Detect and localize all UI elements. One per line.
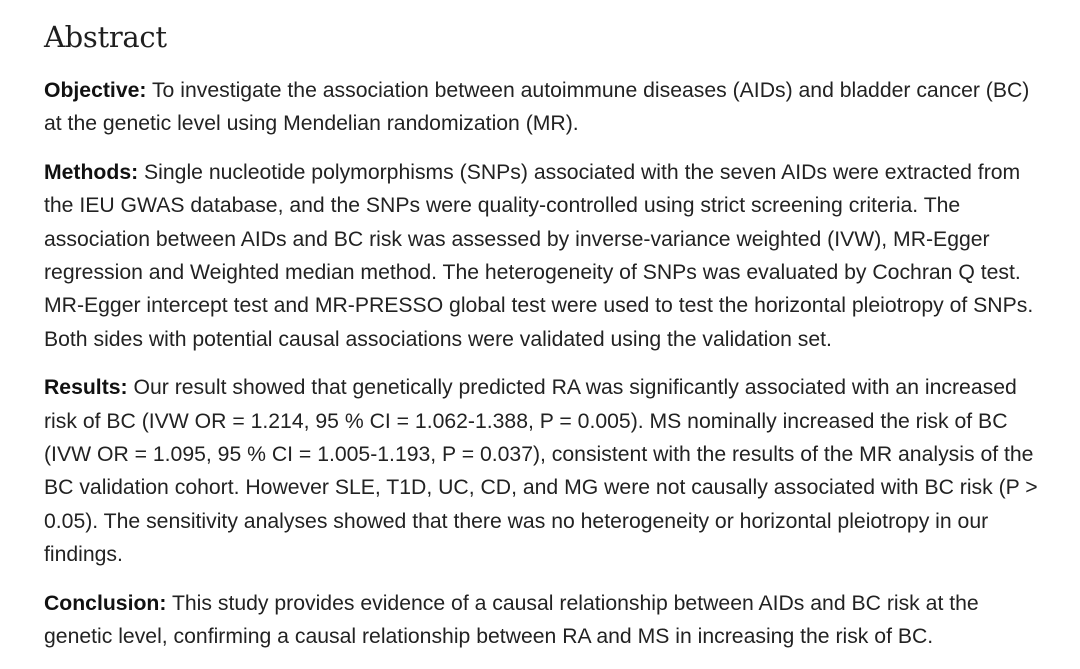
methods-paragraph — [44, 156, 1044, 356]
objective-label: Objective: — [44, 79, 147, 102]
conclusion-label: Conclusion: — [44, 591, 167, 615]
abstract-heading: Abstract — [44, 20, 167, 54]
methods-text: Single nucleotide polymorphisms (SNPs) associated with the seven AIDs were extracted from the IEU GWAS database, and the SNPs were quality-controlled using strict screening criteria. The association between AIDs and BC risk was assessed by inverse-variance weighted (IVW), MR-Egger regression and Weighted median method. The heterogeneity of SNPs was evaluated by Cochran Q test. MR-Egger intercept test and MR-PRESSO global test were used to test the horizontal pleiotropy of SNPs. Both sides with potential causal associations were validated using the validation set. — [44, 160, 1034, 351]
methods-label: Methods: — [44, 160, 139, 184]
results-text: Our result showed that genetically predicted RA was significantly associated with an increased risk of BC (IVW OR = 1.214, 95 % CI = 1.062-1.388, P = 0.005). MS nominally increased the risk of BC (IVW OR = 1.095, 95 % CI = 1.005-1.193, P = 0.037), consistent with the results of the MR analysis of the BC validation cohort. However SLE, T1D, UC, CD, and MG were not causally associated with BC risk (P > 0.05). The sensitivity analyses showed that there was no heterogeneity or horizontal pleiotropy in our findings. — [44, 376, 1038, 567]
conclusion-text: This study provides evidence of a causal relationship between AIDs and BC risk at the genetic level, confirming a causal relationship between RA and MS in increasing the risk of BC. — [44, 591, 979, 649]
results-paragraph — [44, 371, 1044, 571]
results-label: Results: — [44, 376, 128, 400]
objective-text: To investigate the association between autoimmune diseases (AIDs) and bladder cancer (BC) at the genetic level using Mendelian randomization (MR). — [44, 79, 1030, 136]
abstract-section — [44, 18, 1044, 669]
conclusion-paragraph — [44, 587, 1044, 654]
objective-paragraph — [44, 74, 1044, 141]
